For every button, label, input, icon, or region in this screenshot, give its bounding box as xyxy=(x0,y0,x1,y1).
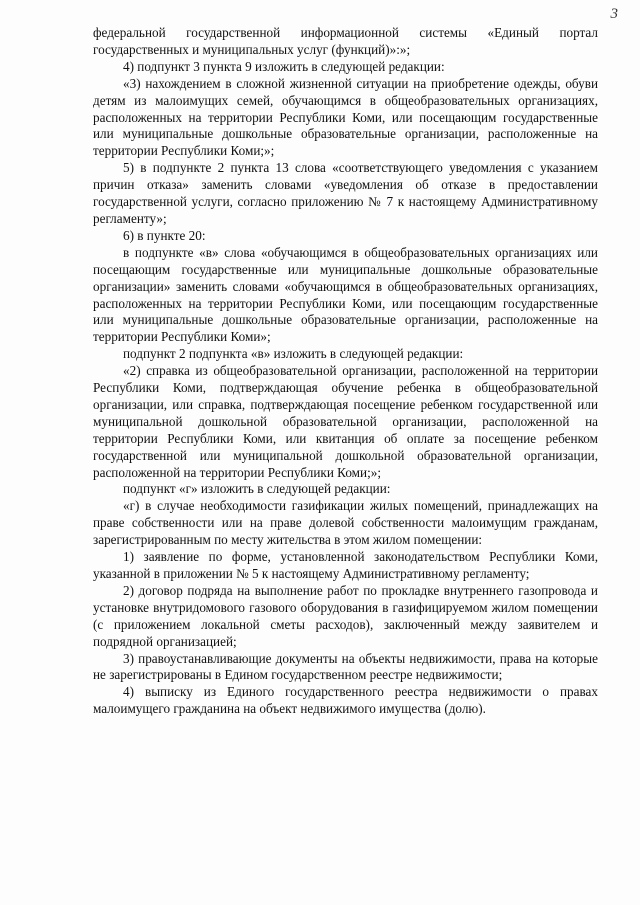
paragraph-item-6-heading: 6) в пункте 20: xyxy=(123,227,206,243)
paragraph-list-item-1: 1) заявление по форме, установленной законодательством Республики Коми, указанной в приложении № 5 к настоящему Административному регламенту; xyxy=(93,549,598,581)
paragraph-subpoint-g-text: «г) в случае необходимости газификации жилых помещений, принадлежащих на праве собственности или на праве долевой собственности малоимущим гражданам, зарегистрированным по месту жительства в этом жилом помещении: xyxy=(93,498,598,548)
paragraph-subpoint-g-heading: подпункт «г» изложить в следующей редакции: xyxy=(123,481,391,497)
document-body xyxy=(93,25,598,718)
paragraph-item-4-heading: 4) подпункт 3 пункта 9 изложить в следующей редакции: xyxy=(123,58,445,74)
paragraph-item-4-text: «3) нахождением в сложной жизненной ситуации на приобретение одежды, обуви детям из малоимущих семей, обучающимся в общеобразовательных организациях, расположенных на территории Республики Коми, или посещающим государственные или муниципальные дошкольные образовательные организации, расположенные на территории Республики Коми;»; xyxy=(93,75,598,159)
paragraph-subpoint-2-heading: подпункт 2 подпункта «в» изложить в следующей редакции: xyxy=(123,346,464,362)
paragraph-list-item-3: 3) правоустанавливающие документы на объекты недвижимости, права на которые не зарегистрированы в Едином государственном реестре недвижимости; xyxy=(93,650,598,683)
paragraph-portal-name-continuation: федеральной государственной информационной системы «Единый портал государственных и муниципальных услуг (функций)»:»; xyxy=(93,25,598,57)
paragraph-list-item-4: 4) выписку из Единого государственного реестра недвижимости о правах малоимущего гражданина на объект недвижимого имущества (долю). xyxy=(93,684,598,717)
paragraph-list-item-2: 2) договор подряда на выполнение работ по прокладке внутреннего газопровода и установке внутридомового газового оборудования в газифицируемом жилом помещении (с приложением локальной сметы расходов), заключенный между заявителем и подрядной организацией; xyxy=(93,582,598,649)
paragraph-item-5: 5) в подпункте 2 пункта 13 слова «соответствующего уведомления с указанием причин отказа» заменить словами «уведомления об отказе в предоставлении государственной услуги, согласно приложению № 7 к настоящему Административному регламенту»; xyxy=(93,160,598,226)
page-number: 3 xyxy=(610,6,618,22)
paragraph-item-6-subpoint-v: в подпункте «в» слова «обучающимся в общеобразовательных организациях или посещающим государственные или муниципальные дошкольные образовательные организации» заменить словами «обучающимся в общеобразовательных организациях, расположенных на территории Республики Коми, или посещающим государственные или муниципальные дошкольные образовательные организации, расположенные на территории Республики Коми»; xyxy=(93,244,598,345)
paragraph-subpoint-2-text: «2) справка из общеобразовательной организации, расположенной на территории Республики Коми, подтверждающая обучение ребенка в общеобразовательной организации, или справка, подтверждающая посещение ребенком государственной или муниципальной дошкольной образовательной организации, расположенной на территории Республики Коми, или квитанция об оплате за посещение ребенком государственной или муниципальной дошкольной образовательной организации, расположенной на территории Республики Коми;»; xyxy=(93,363,598,480)
